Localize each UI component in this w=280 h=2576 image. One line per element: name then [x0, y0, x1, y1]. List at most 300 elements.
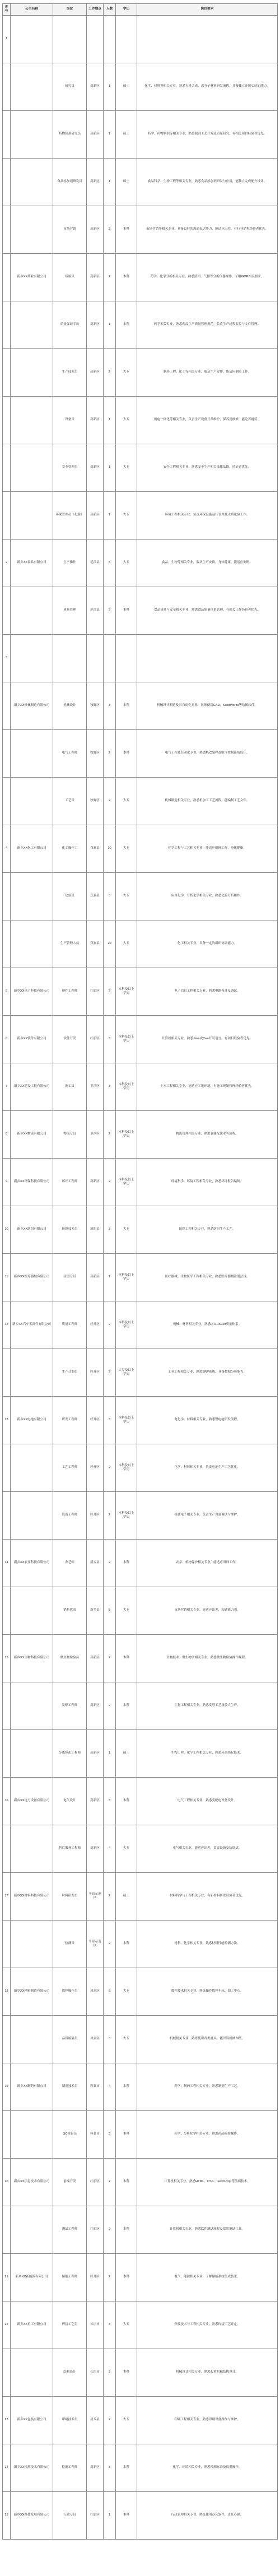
cell-place: 高新区	[87, 206, 104, 254]
cell-count: 2	[104, 1492, 116, 1540]
cell-no: 19	[3, 2063, 11, 2111]
cell-edu: 本科及以上学历	[116, 968, 137, 1016]
cell-no: 1	[3, 16, 11, 63]
cell-req: 电化学、材料相关专业，熟悉锂电池研发流程。	[137, 1397, 278, 1444]
table-row	[3, 1730, 278, 1778]
cell-position: 电气工程师	[53, 730, 87, 778]
cell-position: 工艺员	[53, 778, 87, 825]
cell-position: 安全管理员	[53, 444, 87, 492]
table-row	[3, 397, 278, 444]
cell-count: 5	[104, 1587, 116, 1635]
cell-position: 生产技术员	[53, 349, 87, 397]
cell-count: 10	[104, 825, 116, 873]
cell-no: 25	[3, 2492, 11, 2540]
table-row	[3, 778, 278, 825]
cell-place: 凤泉区	[87, 1968, 104, 2016]
table-row	[3, 1778, 278, 1825]
cell-position: 化工操作工	[53, 825, 87, 873]
cell-place: 高新区	[87, 63, 104, 111]
cell-company: 新乡XX电子科技有限公司	[11, 968, 53, 1016]
cell-edu: 硕士	[116, 1730, 137, 1778]
cell-place: 获嘉县	[87, 873, 104, 920]
cell-company: 新乡XX电力设备有限公司	[11, 1778, 53, 1825]
cell-no	[3, 1444, 11, 1492]
cell-position: 物流专员	[53, 1111, 87, 1159]
cell-place: 新乡县	[87, 1587, 104, 1635]
cell-edu: 本科	[116, 730, 137, 778]
cell-position: 印刷技术员	[53, 2397, 87, 2444]
cell-company	[11, 2349, 53, 2397]
cell-edu: 大专及以上学历	[116, 1349, 137, 1397]
cell-position: 环评工程师	[53, 1159, 87, 1206]
cell-place: 高新区	[87, 159, 104, 206]
cell-count: 2	[104, 1540, 116, 1587]
cell-no	[3, 730, 11, 778]
cell-place: 高新区	[87, 2444, 104, 2492]
cell-req: 安全工程相关专业，熟悉安全生产相关法律法规，持证者优先。	[137, 444, 278, 492]
cell-edu: 本科	[116, 1682, 137, 1730]
cell-position: 软件开发	[53, 1016, 87, 1063]
cell-place: 获嘉县	[87, 920, 104, 968]
cell-place: 卫滨区	[87, 1111, 104, 1159]
cell-position: 注册专员	[53, 1254, 87, 1301]
cell-position: 施工员	[53, 1063, 87, 1111]
cell-req: 计算机相关专业，熟悉软件测试流程及常用测试工具。	[137, 2206, 278, 2254]
cell-no	[3, 254, 11, 301]
cell-place: 高新区	[87, 1159, 104, 1206]
cell-count: 3	[104, 1016, 116, 1063]
cell-company: 新乡XX软件有限公司	[11, 1016, 53, 1063]
cell-count: 1	[104, 1730, 116, 1778]
cell-company: 新乡XX包装有限公司	[11, 2397, 53, 2444]
cell-position: 质量工程师	[53, 1301, 87, 1349]
cell-company	[11, 492, 53, 540]
cell-no: 22	[3, 2301, 11, 2349]
cell-no: 21	[3, 2254, 11, 2301]
cell-place: 卫滨区	[87, 1063, 104, 1111]
table-row	[3, 1825, 278, 1873]
cell-place: 高新区	[87, 1254, 104, 1301]
cell-edu: 大专	[116, 2397, 137, 2444]
cell-edu: 大专	[116, 492, 137, 540]
cell-count: 8	[104, 1968, 116, 2016]
cell-edu: 本科	[116, 2444, 137, 2492]
cell-position: 纺织技术员	[53, 1206, 87, 1254]
cell-no	[3, 1825, 11, 1873]
cell-no	[3, 444, 11, 492]
cell-no: 10	[3, 1206, 11, 1254]
cell-edu: 本科	[116, 682, 137, 730]
cell-count: 3	[104, 1206, 116, 1254]
cell-company	[11, 159, 53, 206]
cell-no	[3, 1730, 11, 1778]
table-row	[3, 635, 278, 682]
cell-edu: 大专	[116, 920, 137, 968]
cell-place: 红旗区	[87, 968, 104, 1016]
cell-position: 质量保证专员	[53, 301, 87, 349]
cell-position: 设备工程师	[53, 1492, 87, 1540]
cell-no	[3, 301, 11, 349]
cell-position: 测试工程师	[53, 2206, 87, 2254]
cell-edu: 本科	[116, 2492, 137, 2540]
cell-no	[3, 492, 11, 540]
cell-place: 辉县市	[87, 2063, 104, 2111]
cell-position: 机械设计	[53, 682, 87, 730]
cell-req: 电子信息工程相关专业，熟悉电路设计及调试。	[137, 968, 278, 1016]
cell-req: 电气、能源相关专业，了解储能系统集成技术。	[137, 2254, 278, 2301]
cell-req: 药学、药物制剂等相关专业，熟悉制剂工艺开发及质量研究，有相关项目经验者优先。	[137, 111, 278, 159]
cell-count: 2	[104, 1444, 116, 1492]
cell-count: 3	[104, 2301, 116, 2349]
table-row	[3, 301, 278, 349]
cell-no	[3, 1349, 11, 1397]
table-row	[3, 206, 278, 254]
cell-edu: 大专	[116, 778, 137, 825]
cell-edu: 本科	[116, 1778, 137, 1825]
cell-company: 新乡XX物流有限公司	[11, 1111, 53, 1159]
cell-company: 新乡XX纺织有限公司	[11, 1206, 53, 1254]
cell-company: 新乡XX电池有限公司	[11, 1397, 53, 1444]
cell-req: 物流管理相关专业，熟悉仓储配送业务流程。	[137, 1111, 278, 1159]
cell-place: 封丘县	[87, 2397, 104, 2444]
cell-edu: 本科及以上学历	[116, 1159, 137, 1206]
cell-place	[87, 16, 104, 63]
cell-company	[11, 2206, 53, 2254]
cell-no	[3, 2016, 11, 2063]
cell-place: 红旗区	[87, 1016, 104, 1063]
cell-no: 8	[3, 1111, 11, 1159]
cell-company	[11, 1492, 53, 1540]
table-row	[3, 730, 278, 778]
cell-position: 农艺师	[53, 1540, 87, 1587]
cell-req: 电气相关专业，能适应出差，负责设备安装调试。	[137, 1825, 278, 1873]
cell-place: 经开区	[87, 1444, 104, 1492]
cell-no: 24	[3, 2444, 11, 2492]
cell-company	[11, 730, 53, 778]
cell-company	[11, 1682, 53, 1730]
cell-position: 制剂技术员	[53, 2063, 87, 2111]
cell-edu: 大专	[116, 349, 137, 397]
cell-req: 药学、分析化学相关专业，熟悉药品检验操作。	[137, 2111, 278, 2159]
cell-place: 牧野区	[87, 682, 104, 730]
cell-edu: 硕士	[116, 159, 137, 206]
cell-position: 设备员	[53, 397, 87, 444]
cell-no: 12	[3, 1301, 11, 1349]
cell-count: 2	[104, 2349, 116, 2397]
table-row	[3, 63, 278, 111]
cell-no	[3, 2111, 11, 2159]
cell-position: 销售代表	[53, 1587, 87, 1635]
cell-company	[11, 301, 53, 349]
cell-company: 新乡XX建设工程有限公司	[11, 1063, 53, 1111]
cell-place: 经开区	[87, 1349, 104, 1397]
cell-no	[3, 2349, 11, 2397]
cell-count: 2	[104, 1159, 116, 1206]
cell-req: 药学、化学分析相关专业，熟悉液相、气相等分析仪器操作，了解GMP相关要求。	[137, 254, 278, 301]
cell-position	[53, 635, 87, 682]
cell-count: 1	[104, 444, 116, 492]
table-row	[3, 682, 278, 730]
cell-company: 新乡XX医疗器械有限公司	[11, 1254, 53, 1301]
cell-edu: 大专	[116, 1206, 137, 1254]
cell-position: 硬件工程师	[53, 968, 87, 1016]
cell-company: 新乡XX汽车零部件有限公司	[11, 1301, 53, 1349]
cell-place: 高新区	[87, 1778, 104, 1825]
cell-count: 2	[104, 2206, 116, 2254]
cell-position: 行政专员	[53, 2492, 87, 2540]
cell-no	[3, 682, 11, 730]
header-req: 岗位要求	[137, 4, 278, 16]
cell-company: 新乡XX制药有限公司	[11, 2063, 53, 2111]
cell-no: 9	[3, 1159, 11, 1206]
cell-place: 凤泉区	[87, 2016, 104, 2063]
cell-company: 新乡XX精密制造有限公司	[11, 1968, 53, 2016]
cell-count: 1	[104, 301, 116, 349]
table-row	[3, 1968, 278, 2016]
cell-place: 新乡县	[87, 1540, 104, 1587]
cell-edu: 大专	[116, 1587, 137, 1635]
table-row	[3, 587, 278, 635]
cell-count: 2	[104, 778, 116, 825]
cell-edu: 本科	[116, 2254, 137, 2301]
cell-no: 18	[3, 1968, 11, 2016]
recruitment-table	[2, 3, 278, 2540]
cell-edu: 大专	[116, 1968, 137, 2016]
cell-req: 机械相关专业，熟练使用各类量具，能识读机械图纸。	[137, 2016, 278, 2063]
cell-req: 电气工程及自动化专业，熟悉PLC编程及电气控制系统设计。	[137, 730, 278, 778]
table-row	[3, 968, 278, 1016]
cell-no: 15	[3, 1635, 11, 1682]
cell-req: 生物工程相关专业，熟悉发酵工艺及放大生产。	[137, 1682, 278, 1730]
table-row	[3, 1063, 278, 1111]
cell-edu: 本科	[116, 2206, 137, 2254]
cell-company	[11, 349, 53, 397]
cell-edu: 本科及以上学历	[116, 1016, 137, 1063]
cell-position	[53, 16, 87, 63]
cell-req: 土木工程相关专业，能适应工地环境，有施工现场管理经验者优先。	[137, 1063, 278, 1111]
cell-no: 16	[3, 1778, 11, 1825]
cell-position: 质检员	[53, 254, 87, 301]
cell-position: 数控操作员	[53, 1968, 87, 2016]
cell-req: 印刷工程相关专业，熟悉印刷设备操作与维护。	[137, 2397, 278, 2444]
cell-position: 储能工程师	[53, 2254, 87, 2301]
cell-edu: 本科及以上学历	[116, 1063, 137, 1111]
table-row	[3, 444, 278, 492]
cell-req: 环境科学、环境工程相关专业，熟悉环评报告编制。	[137, 1159, 278, 1206]
cell-company: 新乡XX药业有限公司	[11, 254, 53, 301]
cell-position: 材料研发员	[53, 1873, 87, 1921]
cell-position: 微生物检验员	[53, 1635, 87, 1682]
cell-no: 6	[3, 1016, 11, 1063]
cell-edu: 大专	[116, 873, 137, 920]
cell-position: 焊接工艺员	[53, 2301, 87, 2349]
cell-edu: 本科	[116, 206, 137, 254]
cell-company	[11, 16, 53, 63]
table-row	[3, 1444, 278, 1492]
cell-req: 工业工程相关专业，熟悉ERP系统，具备数据分析能力。	[137, 1349, 278, 1397]
cell-count: 2	[104, 968, 116, 1016]
cell-position: 研究员	[53, 63, 87, 111]
cell-count: 1	[104, 159, 116, 206]
cell-count: 5	[104, 540, 116, 587]
cell-place: 牧野区	[87, 730, 104, 778]
cell-company: 新乡XX材料科技有限公司	[11, 1873, 53, 1921]
cell-no	[3, 873, 11, 920]
cell-company	[11, 1349, 53, 1397]
cell-position: 电气设计	[53, 1778, 87, 1825]
cell-edu: 本科	[116, 1635, 137, 1682]
cell-edu: 大专	[116, 397, 137, 444]
table-row	[3, 1111, 278, 1159]
cell-edu: 大专	[116, 444, 137, 492]
table-row	[3, 540, 278, 587]
cell-company	[11, 2016, 53, 2063]
cell-count: 1	[104, 111, 116, 159]
cell-no: 2	[3, 540, 11, 587]
cell-count: 2	[104, 587, 116, 635]
cell-edu: 大专	[116, 2301, 137, 2349]
cell-no	[3, 1921, 11, 1968]
cell-no: 11	[3, 1254, 11, 1301]
cell-count: 2	[104, 254, 116, 301]
cell-company: 新乡XX化工有限公司	[11, 825, 53, 873]
header-edu: 学历	[116, 4, 137, 16]
cell-place: 红旗区	[87, 2206, 104, 2254]
cell-edu: 本科及以上学历	[116, 1492, 137, 1540]
cell-edu: 大专	[116, 825, 137, 873]
cell-company	[11, 587, 53, 635]
cell-edu: 本科及以上学历	[116, 1301, 137, 1349]
cell-count: 2	[104, 1301, 116, 1349]
cell-req: 应用化学、分析化学相关专业，熟悉化验分析操作。	[137, 873, 278, 920]
cell-req: 机械设计制造及其自动化专业，熟练使用CAD、SolidWorks等绘图软件。	[137, 682, 278, 730]
cell-company	[11, 206, 53, 254]
cell-position: 结构设计	[53, 2349, 87, 2397]
cell-place: 长垣市	[87, 2301, 104, 2349]
cell-company	[11, 1444, 53, 1492]
cell-req: 食品科学、生物工程等相关专业，熟悉食品添加剂研发与应用，能独立完成配方设计。	[137, 159, 278, 206]
table-row	[3, 2063, 278, 2111]
cell-req: 机械制造相关专业，熟悉机加工工艺流程，能编制工艺文件。	[137, 778, 278, 825]
cell-req: 材料科学与工程相关专业，有新材料研发经验者优先。	[137, 1873, 278, 1921]
cell-place: 获嘉县	[87, 825, 104, 873]
cell-no: 3	[3, 635, 11, 682]
cell-edu: 本科	[116, 1921, 137, 1968]
cell-count: 3	[104, 1397, 116, 1444]
cell-req: 化学、材料相关专业，负责电池生产工艺优化。	[137, 1444, 278, 1492]
cell-edu	[116, 16, 137, 63]
cell-req: 计算机相关专业，熟悉Java或C++开发语言，有项目经验者优先。	[137, 1016, 278, 1063]
table-row	[3, 1873, 278, 1921]
cell-no: 20	[3, 2159, 11, 2206]
table-row	[3, 2111, 278, 2159]
cell-company	[11, 920, 53, 968]
cell-company: 新乡XX环保科技有限公司	[11, 1159, 53, 1206]
table-row	[3, 2397, 278, 2444]
cell-edu: 大专	[116, 1825, 137, 1873]
cell-no	[3, 349, 11, 397]
cell-count: 2	[104, 1111, 116, 1159]
cell-place: 经开区	[87, 1301, 104, 1349]
cell-place: 高新区	[87, 1635, 104, 1682]
cell-company: 新乡XX重工有限公司	[11, 2301, 53, 2349]
cell-company	[11, 778, 53, 825]
cell-company: 新乡XX科技发展有限公司	[11, 2492, 53, 2540]
cell-edu: 本科	[116, 2111, 137, 2159]
cell-place: 高新区	[87, 301, 104, 349]
cell-place: 原阳县	[87, 1206, 104, 1254]
table-row	[3, 2206, 278, 2254]
cell-req: 生物技术、微生物学相关专业，熟悉微生物检验操作规程。	[137, 1635, 278, 1682]
cell-req: 化学工程与工艺相关专业，能适应倒班工作，身体健康。	[137, 825, 278, 873]
cell-position: 前端开发	[53, 2159, 87, 2206]
cell-count: 3	[104, 1063, 116, 1111]
cell-edu: 本科	[116, 2349, 137, 2397]
cell-position: 市场营销	[53, 206, 87, 254]
cell-place: 高新区	[87, 492, 104, 540]
cell-count: 1	[104, 397, 116, 444]
table-row	[3, 825, 278, 873]
cell-count: 1	[104, 2492, 116, 2540]
cell-req: 化学、材料等相关专业，熟悉有机合成、高分子材料研发流程，具备独立开展实验的能力。	[137, 63, 278, 111]
table-row	[3, 1301, 278, 1349]
cell-req: 生物工程、化学工程相关专业，熟悉分离纯化技术。	[137, 1730, 278, 1778]
cell-req: 焊接技术与工程相关专业，熟悉焊接工艺评定。	[137, 2301, 278, 2349]
cell-req: 农学、植物保护相关专业，能适应田间工作。	[137, 1540, 278, 1587]
cell-place: 高新区	[87, 349, 104, 397]
cell-no: 14	[3, 1540, 11, 1587]
cell-req: 计算机相关专业，熟悉HTML、CSS、JavaScript等前端技术。	[137, 2159, 278, 2206]
header-place: 工作地点	[87, 4, 104, 16]
cell-position: 检测员	[53, 1921, 87, 1968]
cell-count: 4	[104, 2063, 116, 2111]
table-row	[3, 492, 278, 540]
cell-count: 2	[104, 349, 116, 397]
cell-position: QC检验员	[53, 2111, 87, 2159]
cell-req: 医疗器械、生物医学工程相关专业，熟悉医疗器械注册法规。	[137, 1254, 278, 1301]
cell-edu: 本科	[116, 301, 137, 349]
cell-no: 13	[3, 1397, 11, 1444]
cell-position: 食品添加剂研发员	[53, 159, 87, 206]
cell-no	[3, 397, 11, 444]
table-row	[3, 920, 278, 968]
cell-edu: 本科	[116, 2159, 137, 2206]
cell-place: 高新区	[87, 1730, 104, 1778]
cell-no: 17	[3, 1873, 11, 1921]
cell-count: 2	[104, 1349, 116, 1397]
cell-company	[11, 635, 53, 682]
cell-count: 3	[104, 873, 116, 920]
cell-edu: 大专	[116, 540, 137, 587]
cell-company	[11, 873, 53, 920]
cell-place: 高新区	[87, 444, 104, 492]
cell-place: 牧野区	[87, 778, 104, 825]
table-row	[3, 1254, 278, 1301]
cell-count: 1	[104, 63, 116, 111]
cell-place: 高新区	[87, 254, 104, 301]
cell-company: 新乡XX检测技术有限公司	[11, 2444, 53, 2492]
cell-count: 20	[104, 920, 116, 968]
cell-req: 化工相关专业，具备一定的组织协调能力。	[137, 920, 278, 968]
cell-no	[3, 1492, 11, 1540]
cell-edu: 本科及以上学历	[116, 1111, 137, 1159]
cell-count: 3	[104, 682, 116, 730]
cell-count: 2	[104, 1635, 116, 1682]
table-row	[3, 1159, 278, 1206]
cell-req: 机械设计相关专业，熟悉起重机械结构设计。	[137, 2349, 278, 2397]
cell-req: 数控技术相关专业，熟练操作数控车床、加工中心。	[137, 1968, 278, 2016]
table-row	[3, 1492, 278, 1540]
